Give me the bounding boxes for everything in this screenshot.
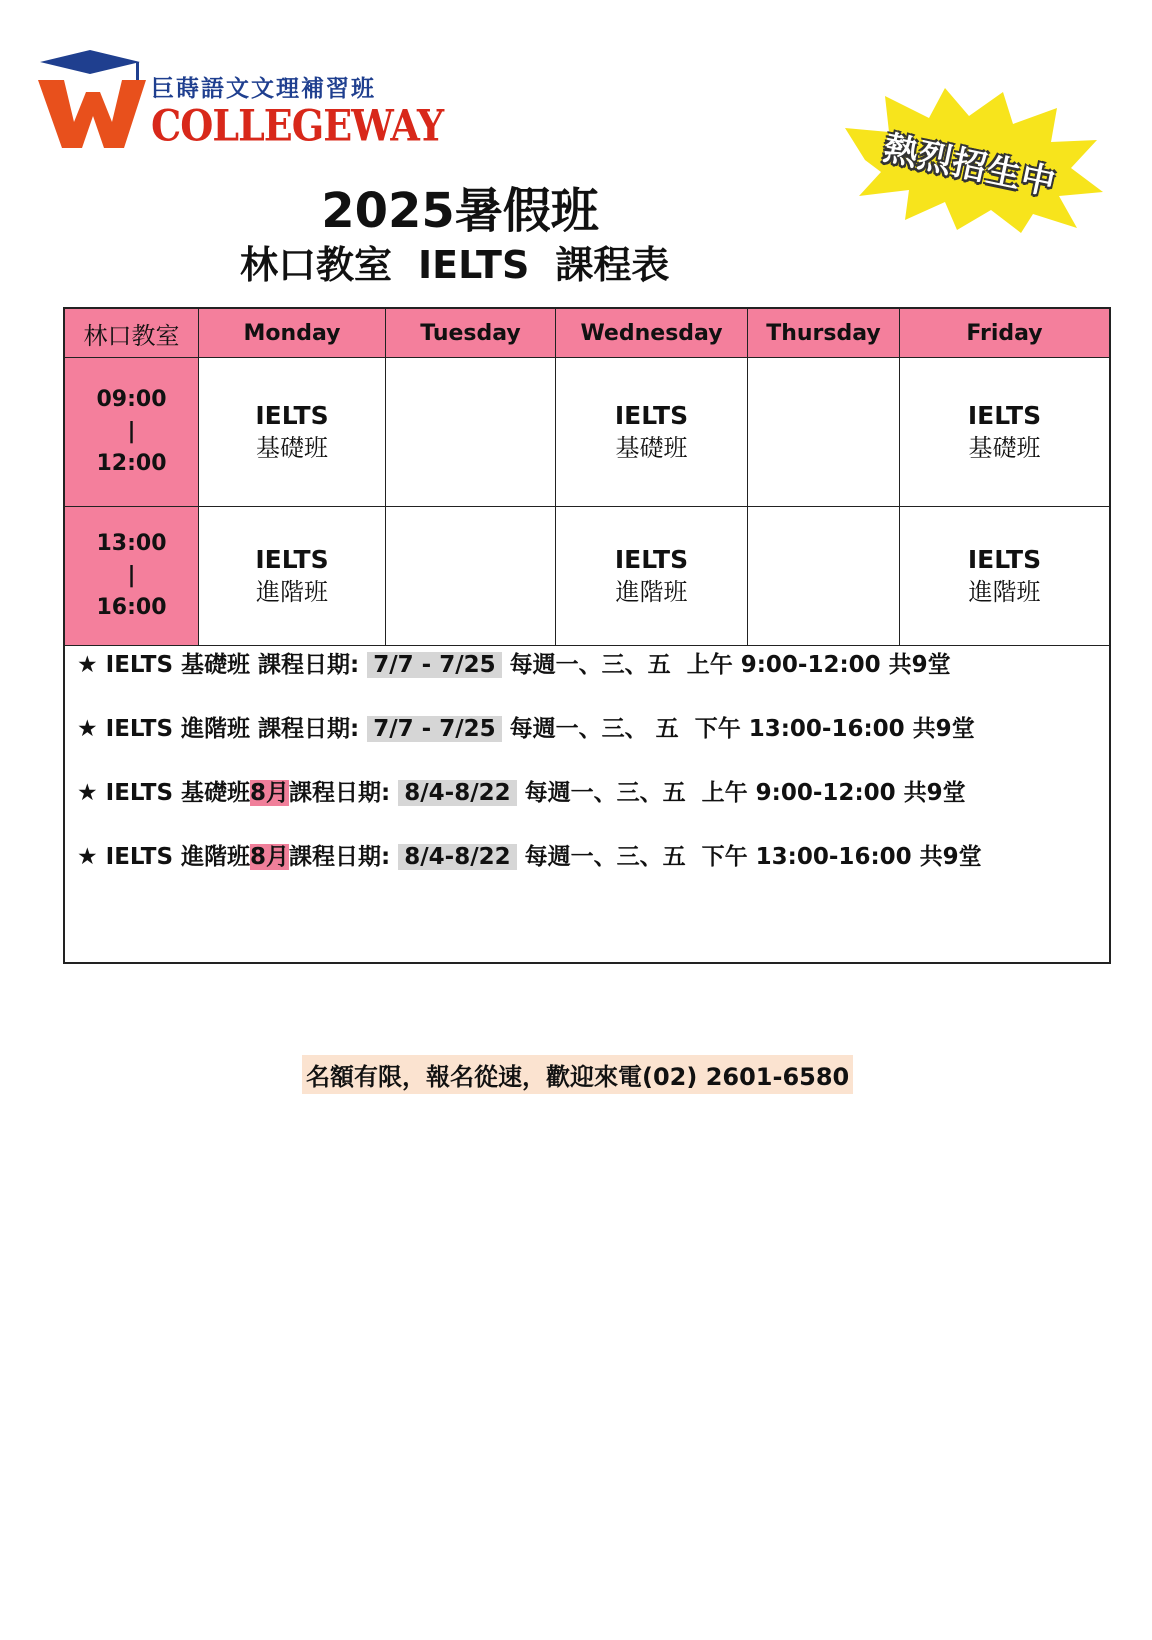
table-header-row	[65, 309, 1109, 358]
note-label: 課程日期:	[258, 652, 360, 678]
course-cell	[556, 507, 748, 645]
course-name-cn: 基礎班	[256, 434, 328, 462]
note-days: 每週一、三、五	[524, 844, 686, 870]
note-time: 上午 9:00-12:00 共9堂	[701, 780, 966, 806]
note-dates: 8/4-8/22	[398, 844, 516, 870]
collegeway-logo	[38, 48, 444, 158]
logo-chinese-name: 巨蒔語文文理補習班	[151, 75, 376, 102]
slot-separator: |	[127, 563, 136, 588]
note-line	[77, 648, 1109, 712]
course-name-en: IELTS	[614, 545, 689, 574]
subtitle-place: 林口教室	[240, 243, 393, 287]
slot-start: 13:00	[96, 531, 167, 556]
note-course: IELTS 基礎班	[105, 780, 251, 806]
course-name-cn: 進階班	[615, 578, 688, 606]
slot-end: 16:00	[96, 595, 167, 620]
note-month: 8月	[250, 780, 290, 806]
day-header: Monday	[199, 309, 386, 357]
note-month: 8月	[250, 844, 290, 870]
course-cell	[386, 358, 556, 506]
note-time: 下午 13:00-16:00 共9堂	[694, 716, 975, 742]
note-days: 每週一、三、五	[509, 652, 671, 678]
subtitle-subject: IELTS	[418, 243, 530, 287]
course-name-cn: 進階班	[968, 578, 1041, 606]
note-line	[77, 776, 1109, 840]
course-cell	[199, 358, 386, 506]
star-icon: ★	[77, 716, 98, 742]
subtitle-table-name: 課程表	[555, 243, 670, 287]
course-cell	[199, 507, 386, 645]
note-label: 課程日期:	[258, 716, 360, 742]
time-slot-cell	[65, 358, 199, 506]
note-label: 課程日期:	[289, 780, 391, 806]
note-line	[77, 840, 1109, 904]
badge-text: 熱烈招生中	[880, 128, 1060, 204]
course-cell	[748, 358, 900, 506]
course-name-en: IELTS	[614, 401, 689, 430]
day-header: Thursday	[748, 309, 900, 357]
slot-start: 09:00	[96, 387, 167, 412]
day-header: Tuesday	[386, 309, 556, 357]
course-name-en: IELTS	[255, 545, 329, 574]
corner-cell: 林口教室	[65, 309, 199, 357]
note-course: IELTS 進階班	[105, 716, 251, 742]
page-subtitle	[240, 234, 695, 289]
day-header: Wednesday	[556, 309, 748, 357]
note-time: 下午 13:00-16:00 共9堂	[701, 844, 982, 870]
course-cell	[386, 507, 556, 645]
star-icon: ★	[77, 780, 98, 806]
note-label: 課程日期:	[289, 844, 391, 870]
star-icon: ★	[77, 652, 98, 678]
note-time: 上午 9:00-12:00 共9堂	[686, 652, 951, 678]
table-row	[65, 358, 1109, 507]
note-days: 每週一、三、五	[524, 780, 686, 806]
logo-english-name: COLLEGEWAY	[151, 100, 444, 151]
note-dates: 8/4-8/22	[398, 780, 516, 806]
course-name-cn: 基礎班	[615, 434, 688, 462]
note-line	[77, 712, 1109, 776]
course-cell	[748, 507, 900, 645]
course-name-en: IELTS	[255, 401, 329, 430]
course-name-cn: 基礎班	[968, 434, 1041, 462]
course-cell	[900, 358, 1109, 506]
star-icon: ★	[77, 844, 98, 870]
course-cell	[900, 507, 1109, 645]
course-name-en: IELTS	[967, 545, 1042, 574]
note-course: IELTS 基礎班	[105, 652, 251, 678]
course-name-cn: 進階班	[256, 578, 328, 606]
note-dates: 7/7 - 7/25	[367, 652, 501, 678]
page-title: 2025暑假班	[321, 183, 599, 239]
note-days: 每週一、三、 五	[509, 716, 679, 742]
note-dates: 7/7 - 7/25	[367, 716, 501, 742]
slot-end: 12:00	[96, 451, 167, 476]
contact-footer: 名額有限，報名從速，歡迎來電(02) 2601-6580	[302, 1055, 853, 1094]
course-name-en: IELTS	[967, 401, 1042, 430]
note-course: IELTS 進階班	[105, 844, 251, 870]
schedule-table	[63, 307, 1111, 964]
course-notes	[65, 646, 1109, 962]
day-header: Friday	[966, 320, 1043, 346]
course-cell	[556, 358, 748, 506]
logo-w-mark	[38, 78, 148, 150]
table-row	[65, 507, 1109, 646]
slot-separator: |	[127, 419, 136, 444]
time-slot-cell	[65, 507, 199, 645]
